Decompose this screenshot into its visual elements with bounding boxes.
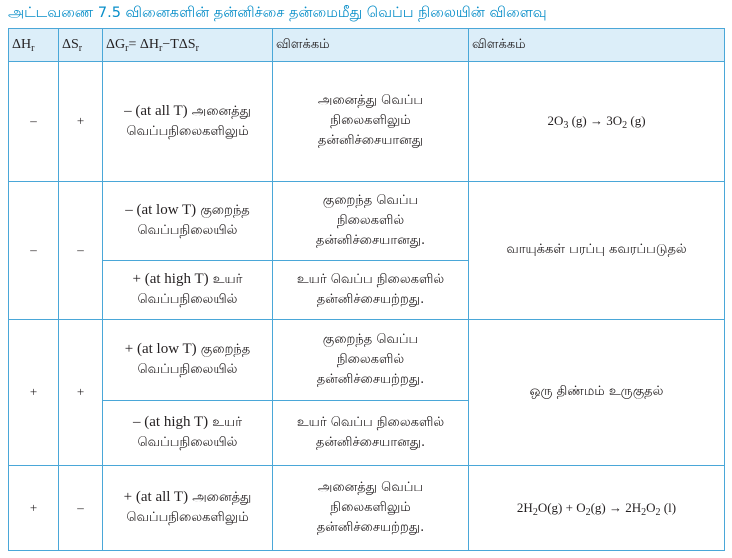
result-cell: உயர் வெப்ப நிலைகளில் தன்னிச்சையற்றது. bbox=[273, 260, 469, 319]
delta-g-cell: + (at all T) அனைத்து வெப்பநிலைகளிலும் bbox=[103, 465, 273, 550]
result-cell: அனைத்து வெப்ப நிலைகளிலும் தன்னிச்சையானது bbox=[273, 62, 469, 182]
delta-g-cell: + (at low T) குறைந்த வெப்பநிலையில் bbox=[103, 319, 273, 400]
example-cell: வாயுக்கள் பரப்பு கவரப்படுதல் bbox=[469, 181, 725, 319]
header-explanation-2: விளக்கம் bbox=[469, 29, 725, 62]
delta-h-cell: + bbox=[9, 465, 59, 550]
delta-s-cell: – bbox=[59, 181, 103, 319]
example-cell: ஒரு திண்மம் உருகுதல் bbox=[469, 319, 725, 465]
example-cell: $2H_2O(g) + O_2(g) \to 2H_2O_2$ (l) bbox=[469, 465, 725, 550]
header-delta-g: $\Delta G_r= \Delta H_r-T\Delta S_r$ bbox=[103, 29, 273, 62]
result-cell: அனைத்து வெப்ப நிலைகளிலும் தன்னிச்சையற்றது. bbox=[273, 465, 469, 550]
result-cell: குறைந்த வெப்ப நிலைகளில் தன்னிச்சையானது. bbox=[273, 181, 469, 260]
table-caption: அட்டவணை 7.5 வினைகளின் தன்னிச்சை தன்மைமீது வெப்ப நிலையின் விளைவு bbox=[8, 5, 547, 21]
spontaneity-table bbox=[8, 28, 725, 551]
header-delta-s: $\Delta S_r$ bbox=[59, 29, 103, 62]
result-cell: உயர் வெப்ப நிலைகளில் தன்னிச்சையானது. bbox=[273, 400, 469, 465]
table-row bbox=[9, 62, 725, 182]
delta-s-cell: + bbox=[59, 62, 103, 182]
table-row bbox=[9, 319, 725, 400]
delta-s-cell: + bbox=[59, 319, 103, 465]
example-cell: $2O_3$ $(g) \to 3O_2$ (g) bbox=[469, 62, 725, 182]
delta-g-cell: + (at high T) உயர் வெப்பநிலையில் bbox=[103, 260, 273, 319]
header-delta-h: $\Delta H_r$ bbox=[9, 29, 59, 62]
delta-h-cell: + bbox=[9, 319, 59, 465]
delta-h-cell: – bbox=[9, 181, 59, 319]
table-row bbox=[9, 181, 725, 260]
table-row bbox=[9, 465, 725, 550]
delta-s-cell: – bbox=[59, 465, 103, 550]
header-explanation-1: விளக்கம் bbox=[273, 29, 469, 62]
delta-g-cell: – (at all T) அனைத்து வெப்பநிலைகளிலும் bbox=[103, 62, 273, 182]
delta-g-cell: – (at high T) உயர் வெப்பநிலையில் bbox=[103, 400, 273, 465]
header-row bbox=[9, 29, 725, 62]
delta-h-cell: – bbox=[9, 62, 59, 182]
delta-g-cell: – (at low T) குறைந்த வெப்பநிலையில் bbox=[103, 181, 273, 260]
result-cell: குறைந்த வெப்ப நிலைகளில் தன்னிச்சையற்றது. bbox=[273, 319, 469, 400]
